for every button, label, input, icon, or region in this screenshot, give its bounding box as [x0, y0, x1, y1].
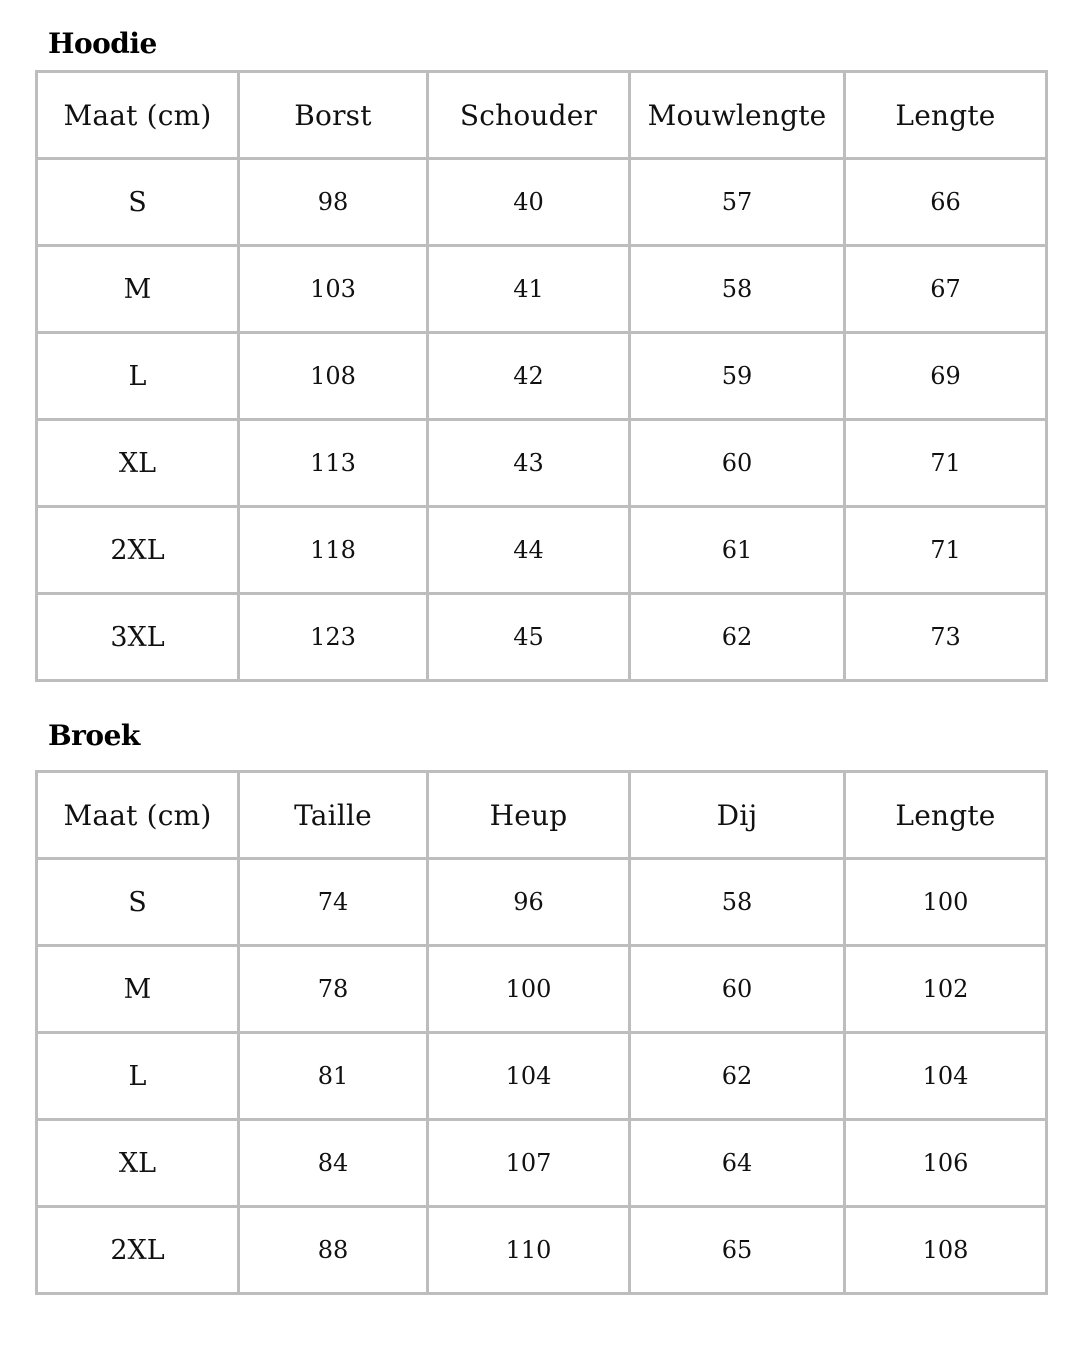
- table-cell: 107: [428, 1120, 630, 1207]
- table-cell: 73: [845, 594, 1047, 681]
- table-cell: 78: [239, 946, 428, 1033]
- table-cell: 108: [845, 1207, 1047, 1294]
- table-cell: 104: [428, 1033, 630, 1120]
- table-cell: 81: [239, 1033, 428, 1120]
- table-row: [37, 333, 1047, 420]
- table-row: [37, 246, 1047, 333]
- table-row: [37, 159, 1047, 246]
- table-cell: 60: [630, 946, 845, 1033]
- table-cell: 61: [630, 507, 845, 594]
- table-cell: 65: [630, 1207, 845, 1294]
- table-cell: 66: [845, 159, 1047, 246]
- table-cell: 62: [630, 1033, 845, 1120]
- table-row: [37, 946, 1047, 1033]
- table-cell: 60: [630, 420, 845, 507]
- table-row: [37, 859, 1047, 946]
- size-cell: L: [37, 1033, 239, 1120]
- size-cell: S: [37, 859, 239, 946]
- table-cell: 104: [845, 1033, 1047, 1120]
- table-cell: 96: [428, 859, 630, 946]
- column-header-shoulder: Schouder: [428, 72, 630, 159]
- table-header-row: [37, 72, 1047, 159]
- table-cell: 113: [239, 420, 428, 507]
- table-cell: 74: [239, 859, 428, 946]
- table-cell: 67: [845, 246, 1047, 333]
- column-header-length: Lengte: [845, 772, 1047, 859]
- size-cell: S: [37, 159, 239, 246]
- size-cell: 2XL: [37, 1207, 239, 1294]
- table-header-row: [37, 772, 1047, 859]
- table-cell: 98: [239, 159, 428, 246]
- table-cell: 45: [428, 594, 630, 681]
- table-cell: 71: [845, 420, 1047, 507]
- table-cell: 88: [239, 1207, 428, 1294]
- table-row: [37, 594, 1047, 681]
- table-cell: 58: [630, 246, 845, 333]
- table-cell: 69: [845, 333, 1047, 420]
- table-cell: 100: [428, 946, 630, 1033]
- size-cell: 3XL: [37, 594, 239, 681]
- broek-title: Broek: [48, 719, 140, 752]
- column-header-thigh: Dij: [630, 772, 845, 859]
- size-cell: 2XL: [37, 507, 239, 594]
- table-cell: 42: [428, 333, 630, 420]
- table-cell: 64: [630, 1120, 845, 1207]
- table-row: [37, 420, 1047, 507]
- column-header-hip: Heup: [428, 772, 630, 859]
- hoodie-size-table: [35, 70, 1048, 682]
- column-header-chest: Borst: [239, 72, 428, 159]
- table-row: [37, 1207, 1047, 1294]
- table-cell: 41: [428, 246, 630, 333]
- table-cell: 118: [239, 507, 428, 594]
- column-header-waist: Taille: [239, 772, 428, 859]
- broek-size-table: [35, 770, 1048, 1295]
- size-cell: XL: [37, 420, 239, 507]
- table-cell: 102: [845, 946, 1047, 1033]
- table-cell: 43: [428, 420, 630, 507]
- column-header-sleeve-length: Mouwlengte: [630, 72, 845, 159]
- table-cell: 44: [428, 507, 630, 594]
- table-cell: 40: [428, 159, 630, 246]
- table-cell: 110: [428, 1207, 630, 1294]
- table-cell: 103: [239, 246, 428, 333]
- table-cell: 57: [630, 159, 845, 246]
- column-header-size: Maat (cm): [37, 72, 239, 159]
- table-cell: 100: [845, 859, 1047, 946]
- table-cell: 84: [239, 1120, 428, 1207]
- table-cell: 58: [630, 859, 845, 946]
- table-cell: 71: [845, 507, 1047, 594]
- column-header-length: Lengte: [845, 72, 1047, 159]
- table-cell: 59: [630, 333, 845, 420]
- table-cell: 62: [630, 594, 845, 681]
- size-cell: M: [37, 246, 239, 333]
- hoodie-title: Hoodie: [48, 27, 157, 60]
- table-row: [37, 507, 1047, 594]
- table-cell: 106: [845, 1120, 1047, 1207]
- size-cell: XL: [37, 1120, 239, 1207]
- column-header-size: Maat (cm): [37, 772, 239, 859]
- table-row: [37, 1033, 1047, 1120]
- table-cell: 108: [239, 333, 428, 420]
- table-cell: 123: [239, 594, 428, 681]
- size-cell: M: [37, 946, 239, 1033]
- table-row: [37, 1120, 1047, 1207]
- size-cell: L: [37, 333, 239, 420]
